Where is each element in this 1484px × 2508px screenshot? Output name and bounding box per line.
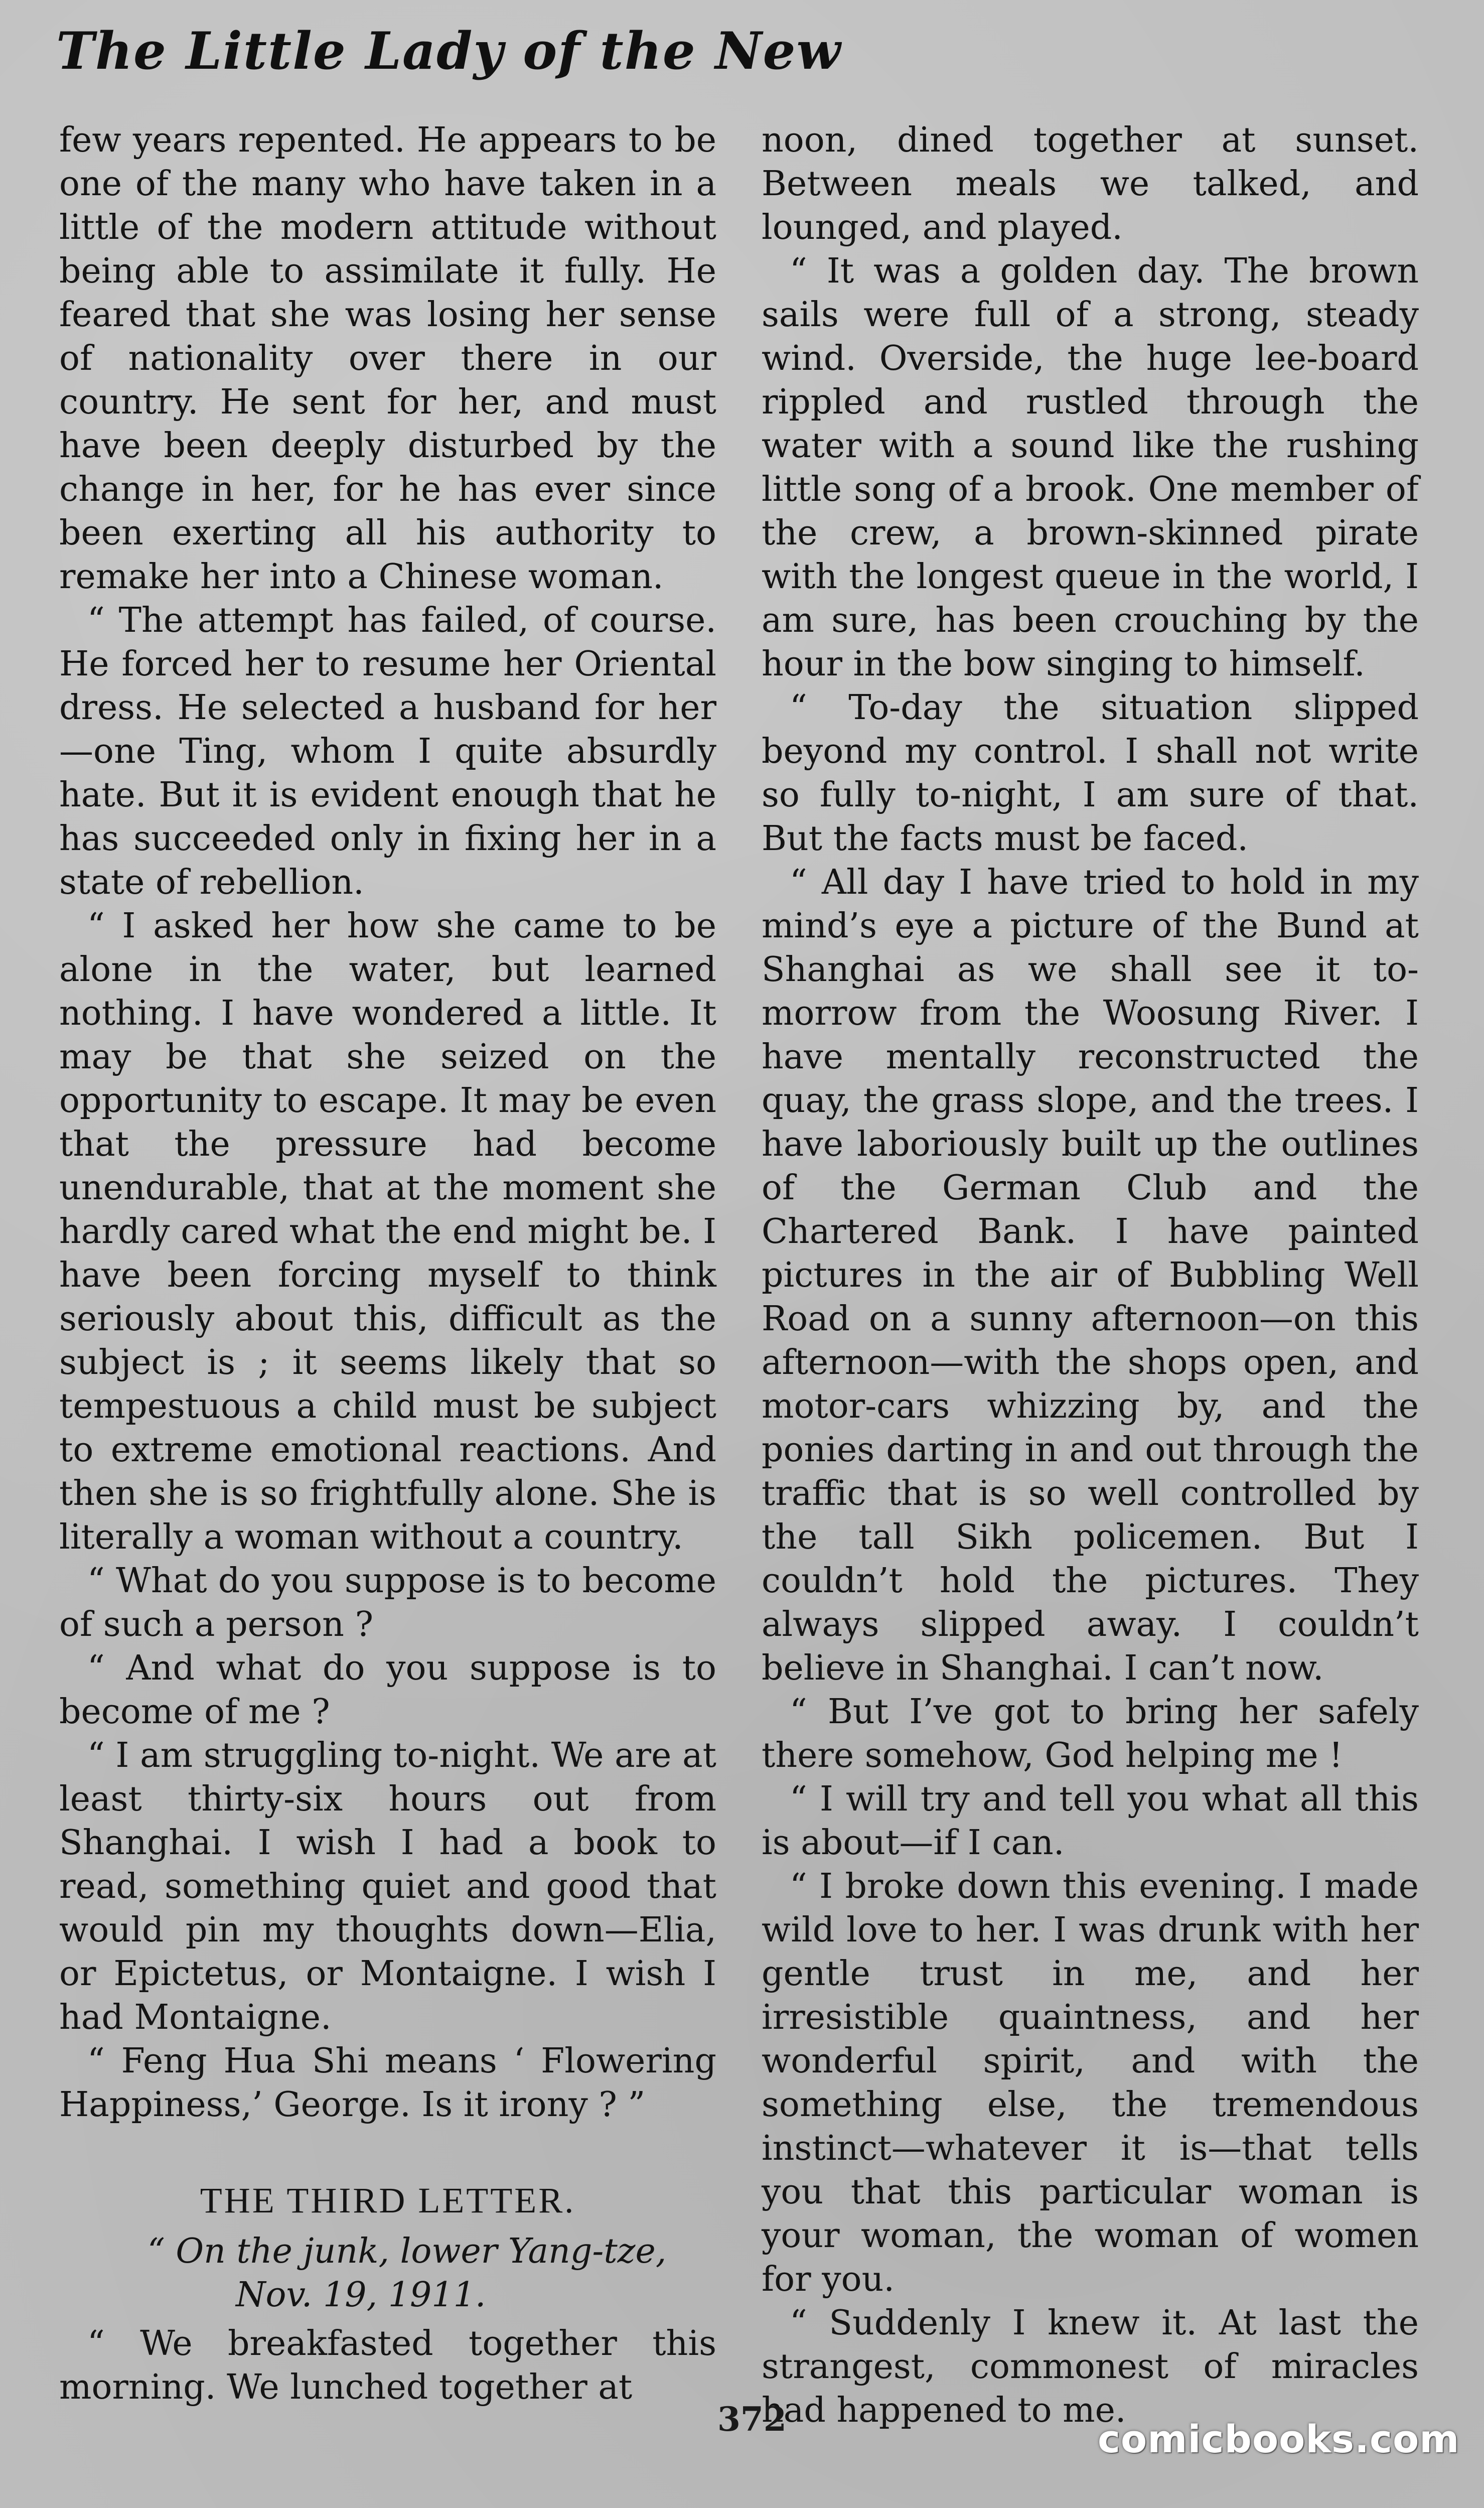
paragraph: “ Suddenly I knew it. At last the strangest, commonest of miracles had happened to me.	[762, 2303, 1419, 2430]
paragraph: “ I will try and tell you what all this is about—if I can.	[762, 1779, 1419, 1863]
dateline-place: “ On the junk, lower Yang-tze,	[147, 2232, 667, 2271]
dateline-date: Nov. 19, 1911.	[236, 2275, 486, 2315]
paragraph: “ It was a golden day. The brown sails were full of a strong, steady wind. Overside, the huge lee-board rippled and rustled through the water with a sound like the rushing little song of a brook. One member of the crew, a brown-skinned pirate with the longest queue in the world, I am sure, has been crouching by the hour in the bow singing to himself.	[762, 251, 1419, 684]
paragraph: “ What do you suppose is to become of such a person ?	[59, 1561, 716, 1644]
paragraph: “ And what do you suppose is to become of me ?	[59, 1648, 716, 1732]
paragraph: “ I asked her how she came to be alone in the water, but learned nothing. I have wondered a little. It may be that she seized on the opportunity to escape. It may be even that the pressure had become unendurable, that at the moment she hardly cared what the end might be. I have been forcing myself to think seriously about this, difficult as the subject is ; it seems likely that so tempestuous a child must be subject to extreme emotional reactions. And then she is so frightfully alone. She is literally a woman without a country.	[59, 906, 716, 1557]
page-number: 372	[717, 2400, 787, 2439]
paragraph: “ I broke down this evening. I made wild love to her. I was drunk with her gentle trust in me, and her irresistible quaintness, and her wonderful spirit, and with the something else, the tremendous instinct—whatever it is—that tells you that this particular woman is your woman, the woman of women for you.	[762, 1867, 1419, 2299]
paragraph: “ To-day the situation slipped beyond my control. I shall not write so fully to-night, I am sure of that. But the facts must be faced.	[762, 688, 1419, 859]
section-heading: THE THIRD LETTER.	[200, 2180, 576, 2220]
paragraph: “ We breakfasted together this morning. We lunched together at	[59, 2324, 716, 2407]
paragraph: “ The attempt has failed, of course. He forced her to resume her Oriental dress. He selected a husband for her —one Ting, whom I quite absurdly hate. But it is evident enough that he has succeeded only in fixing her in a state of rebellion.	[59, 601, 716, 902]
paragraph: “ Feng Hua Shi means ‘ Flowering Happiness,’ George. Is it irony ? ”	[59, 2041, 716, 2125]
right-column	[762, 118, 1419, 2432]
paragraph: noon, dined together at sunset. Between meals we talked, and lounged, and played.	[762, 120, 1419, 247]
paragraph: “ All day I have tried to hold in my mind’s eye a picture of the Bund at Shanghai as we shall see it to-morrow from the Woosung River. I have mentally reconstructed the quay, the grass slope, and the trees. I have laboriously built up the outlines of the German Club and the Chartered Bank. I have painted pictures in the air of Bubbling Well Road on a sunny afternoon—on this afternoon—with the shops open, and motor-cars whizzing by, and the ponies darting in and out through the traffic that is so well controlled by the tall Sikh policemen. But I couldn’t hold the pictures. They always slipped away. I couldn’t believe in Shanghai. I can’t now.	[762, 863, 1419, 1688]
left-column	[59, 118, 716, 2409]
watermark: comicbooks.com	[1098, 2417, 1460, 2461]
letter-dateline	[59, 2230, 716, 2317]
paragraph: few years repented. He appears to be one of the many who have taken in a little of the modern attitude without being able to assimilate it fully. He feared that she was losing her sense of nationality over there in our country. He sent for her, and must have been deeply disturbed by the change in her, for he has ever since been exerting all his authority to remake her into a Chinese woman.	[59, 120, 716, 597]
paragraph: “ But I’ve got to bring her safely there somehow, God helping me !	[762, 1692, 1419, 1775]
paragraph: “ I am struggling to-night. We are at least thirty-six hours out from Shanghai. I wish I had a book to read, something quiet and good that would pin my thoughts down—Elia, or Epictetus, or Montaigne. I wish I had Montaigne.	[59, 1736, 716, 2037]
running-header: The Little Lady of the New	[56, 21, 842, 81]
